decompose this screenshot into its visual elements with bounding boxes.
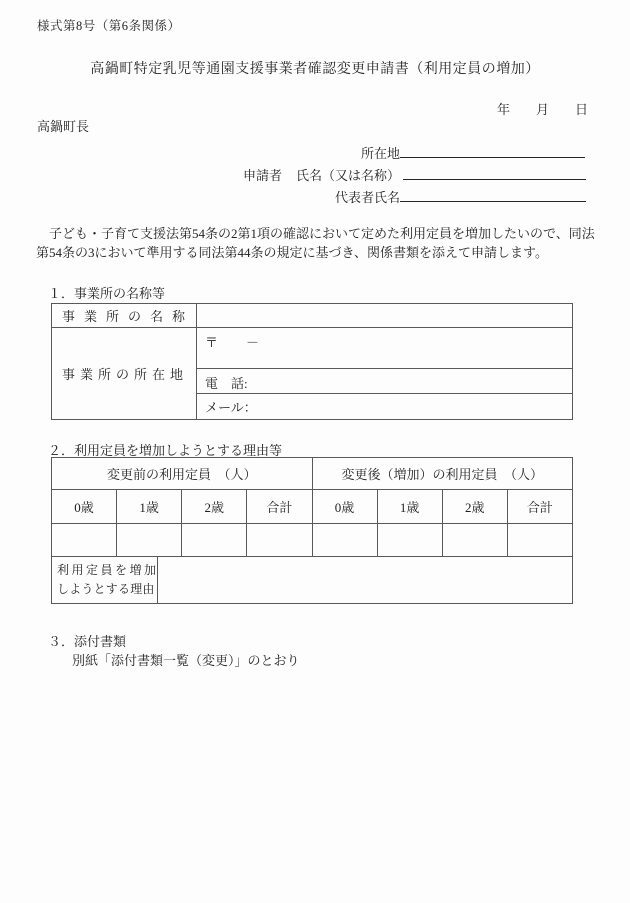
page-title: 高鍋町特定乳児等通園支援事業者確認変更申請書（利用定員の増加） — [90, 62, 540, 77]
section3-heading: ３．添付書類 — [48, 634, 127, 649]
business-name-field[interactable] — [197, 304, 572, 327]
phone-field[interactable] — [197, 369, 572, 394]
capacity-input-cell[interactable] — [507, 524, 572, 556]
applicant-role-label: 申請者 — [243, 168, 283, 183]
capacity-input-cell[interactable] — [52, 524, 116, 556]
age-header-cell: 2歳 — [181, 490, 246, 523]
form-number-text: 様式第8号（第6条関係） — [37, 19, 181, 33]
postal-dash: － — [246, 335, 260, 350]
business-address-label: 事業所の所在地 — [52, 328, 197, 419]
age-header-cell: 1歳 — [116, 490, 181, 523]
applicant-name-field[interactable] — [403, 164, 586, 180]
capacity-input-cell[interactable] — [181, 524, 246, 556]
before-capacity-header: 変更前の利用定員 （人） — [52, 458, 313, 489]
representative-name-label: 代表者氏名 — [334, 190, 400, 205]
section1-heading: １．事業所の名称等 — [48, 286, 166, 301]
business-info-table — [51, 303, 573, 420]
representative-name-field[interactable] — [400, 186, 586, 202]
phone-label: 電 話: — [205, 376, 248, 391]
capacity-table — [51, 457, 573, 604]
capacity-input-cell[interactable] — [377, 524, 442, 556]
age-header-cell: 2歳 — [442, 490, 507, 523]
age-header-cell: 合計 — [246, 490, 311, 523]
applicant-address-label: 所在地 — [360, 146, 400, 161]
age-header-cell: 1歳 — [377, 490, 442, 523]
age-header-cell: 合計 — [507, 490, 572, 523]
attachment-note: 別紙「添付書類一覧（変更）」のとおり — [72, 653, 300, 668]
postal-mark: 〒 — [205, 335, 219, 350]
business-name-label: 事業所の名称 — [52, 304, 197, 327]
date-line: 年 月 日 — [496, 102, 588, 117]
applicant-name-label: 氏名（又は名称） — [295, 168, 400, 183]
after-capacity-header: 変更後（増加）の利用定員 （人） — [341, 467, 543, 482]
body-line-1: 子ども・子育て支援法第54条の2第1項の確認において定めた利用定員を増加したいので、同法 — [36, 226, 595, 241]
reason-label-line1: 利用定員を増加 — [57, 563, 159, 577]
age-header-cell: 0歳 — [312, 490, 377, 523]
capacity-input-cell[interactable] — [246, 524, 311, 556]
section2-heading: ２．利用定員を増加しようとする理由等 — [48, 443, 283, 458]
age-header-cell: 0歳 — [74, 500, 94, 515]
postal-code-field[interactable] — [197, 328, 572, 369]
reason-label — [52, 557, 158, 603]
body-line-2: 第54条の3において準用する同法第44条の規定に基づき、関係書類を添えて申請します。 — [36, 245, 548, 260]
reason-label-line2: しようとする理由 — [57, 582, 155, 596]
capacity-input-cell[interactable] — [442, 524, 507, 556]
capacity-input-cell[interactable] — [116, 524, 181, 556]
addressee-label: 高鍋町長 — [37, 119, 90, 134]
applicant-address-field[interactable] — [400, 142, 585, 158]
mail-field[interactable] — [197, 394, 572, 417]
capacity-input-cell[interactable] — [312, 524, 377, 556]
mail-label: メール： — [205, 400, 257, 415]
reason-input-cell[interactable] — [158, 557, 572, 603]
body-paragraph — [36, 224, 595, 262]
